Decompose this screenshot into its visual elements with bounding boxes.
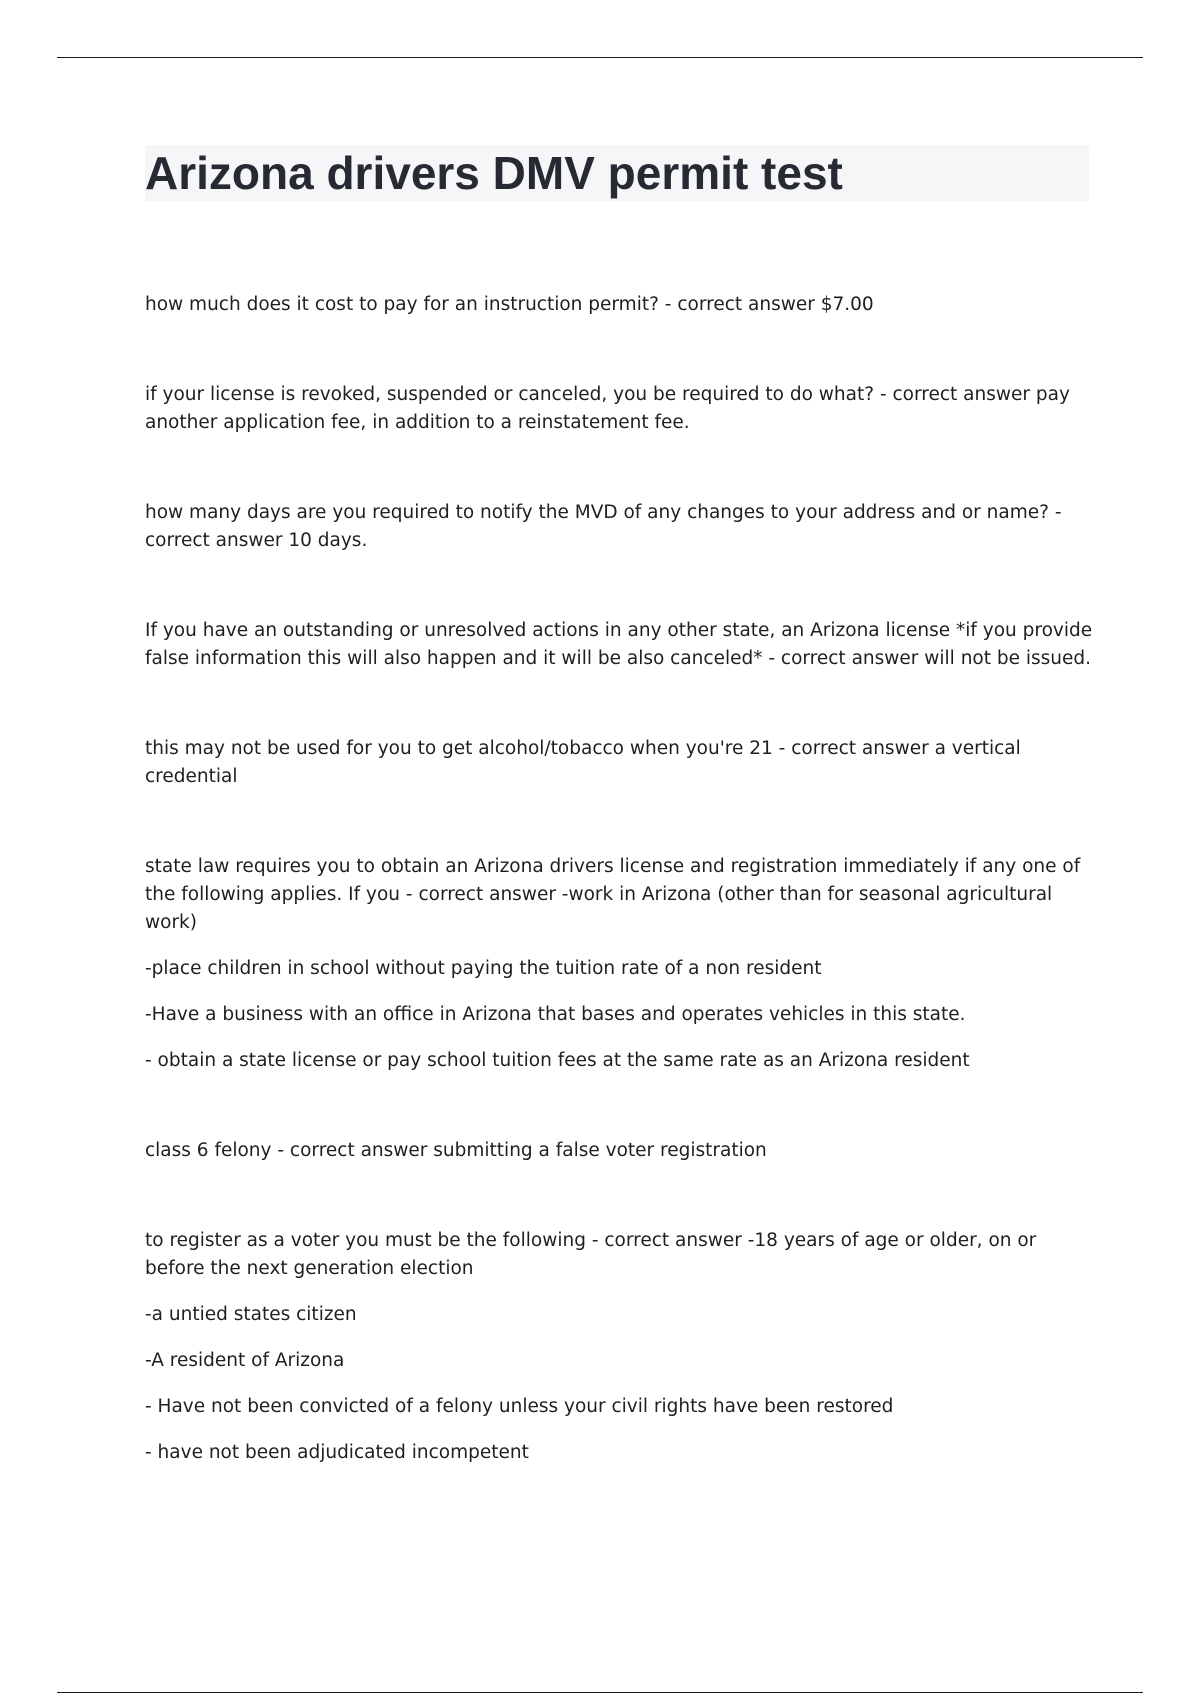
qa-text: how much does it cost to pay for an instruction permit? - correct answer $7.00 [145,294,874,315]
qa-text: state law requires you to obtain an Arizona drivers license and registration immediately if any one of the following applies. If you - correct answer -work in Arizona (other than for seasonal agricultural work) [145,856,1081,933]
qa-item [145,381,1095,437]
qa-item [145,291,1095,319]
bottom-rule [57,1692,1143,1693]
qa-sub-line: - have not been adjudicated incompetent [145,1442,529,1463]
qa-sub-line: - obtain a state license or pay school tuition fees at the same rate as an Arizona resident [145,1050,970,1071]
qa-sub-line: - Have not been convicted of a felony unless your civil rights have been restored [145,1396,894,1417]
qa-sub-line: -place children in school without paying the tuition rate of a non resident [145,958,822,979]
qa-item [145,853,1095,1075]
qa-text: class 6 felony - correct answer submitting a false voter registration [145,1140,767,1161]
qa-text: If you have an outstanding or unresolved actions in any other state, an Arizona license *if you provide false information this will also happen and it will be also canceled* - correct answer will not be issued. [145,620,1093,669]
qa-text: this may not be used for you to get alcohol/tobacco when you're 21 - correct answer a vertical credential [145,738,1021,787]
qa-item [145,735,1095,791]
document-body [145,291,1095,1529]
qa-text: to register as a voter you must be the following - correct answer -18 years of age or older, on or before the next generation election [145,1230,1037,1279]
qa-item [145,617,1095,673]
top-rule [57,57,1143,58]
qa-sub-line: -Have a business with an office in Arizona that bases and operates vehicles in this state. [145,1004,966,1025]
qa-sub-line: -A resident of Arizona [145,1350,345,1371]
qa-item [145,1137,1095,1165]
qa-sub-line: -a untied states citizen [145,1304,357,1325]
qa-text: if your license is revoked, suspended or canceled, you be required to do what? - correct answer pay another application fee, in addition to a reinstatement fee. [145,384,1070,433]
qa-text: how many days are you required to notify the MVD of any changes to your address and or name? - correct answer 10 days. [145,502,1062,551]
qa-item [145,499,1095,555]
page-title: Arizona drivers DMV permit test [145,147,843,199]
qa-item [145,1227,1095,1467]
